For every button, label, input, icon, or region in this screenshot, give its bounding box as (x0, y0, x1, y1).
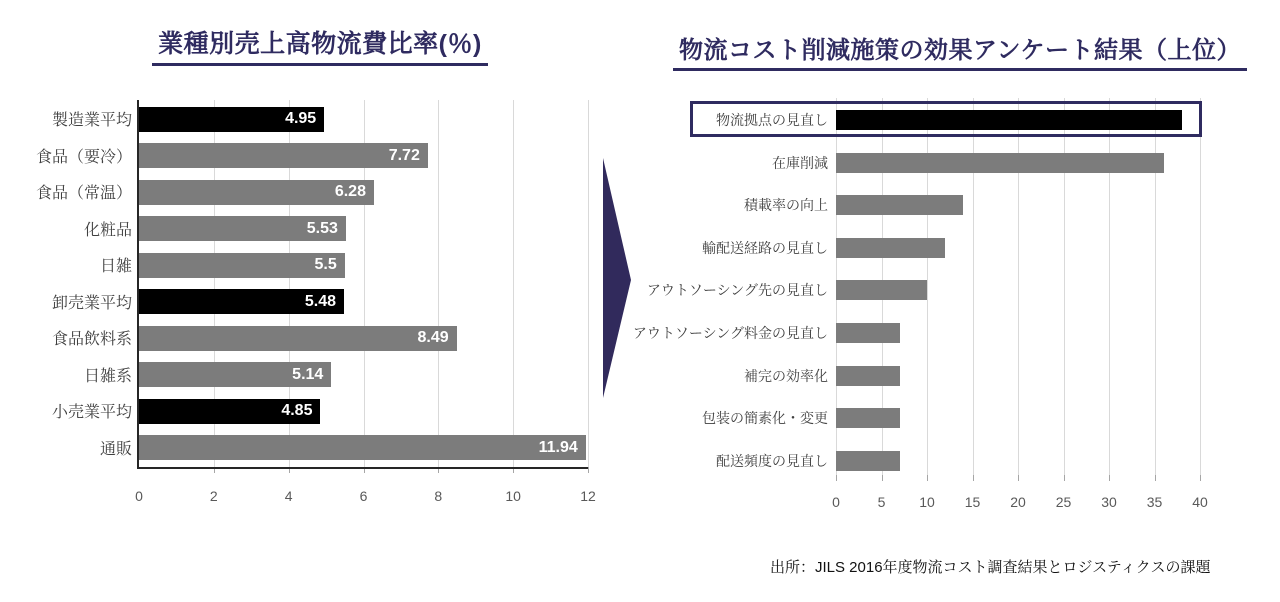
bar (836, 323, 900, 343)
right-chart-title-wrap (650, 30, 1270, 71)
category-label: アウトソーシング先の見直し (646, 282, 828, 299)
x-axis-tick-label: 10 (505, 488, 521, 504)
x-axis-tick-label: 40 (1192, 494, 1208, 510)
x-axis-tick-label: 15 (964, 494, 981, 510)
bar-value-label: 4.95 (285, 110, 317, 127)
gridline (513, 100, 514, 467)
category-label: 輸配送経路の見直し (702, 239, 828, 256)
category-label: 日雑系 (83, 367, 132, 385)
x-axis-tick-label: 25 (1055, 494, 1072, 510)
x-axis-tick-label: 4 (284, 488, 293, 504)
x-axis-tick-label: 0 (135, 488, 143, 504)
category-label: 包装の簡素化・変更 (702, 410, 828, 427)
bar (836, 451, 900, 471)
axis-tick-mark (836, 475, 837, 481)
source-note: 出所：JILS 2016年度物流コスト調査結果とロジスティクスの課題 (770, 559, 1211, 576)
category-label: 配送頻度の見直し (716, 452, 828, 469)
axis-tick-mark (1018, 475, 1019, 481)
axis-tick-mark (1064, 475, 1065, 481)
x-axis-tick-label: 10 (919, 494, 935, 510)
category-label: 補完の効率化 (744, 367, 828, 384)
category-label: 小売業平均 (51, 404, 132, 422)
bar-value-label: 5.14 (292, 365, 324, 383)
category-label: 製造業平均 (51, 112, 132, 130)
category-label: アウトソーシング料金の見直し (632, 324, 828, 341)
left-chart-title: 業種別売上高物流費比率(％) (152, 24, 488, 66)
bar (836, 280, 927, 300)
left-chart-title-wrap (50, 24, 590, 66)
bar-value-label: 11.94 (538, 438, 578, 456)
x-axis-tick-label: 2 (209, 488, 218, 504)
axis-tick-mark (1200, 475, 1201, 481)
x-axis-tick-label: 0 (832, 494, 840, 510)
x-axis-tick-label: 5 (877, 494, 886, 510)
axis-tick-mark (1109, 475, 1110, 481)
bar (836, 238, 945, 258)
axis-tick-mark (1155, 475, 1156, 481)
x-axis-tick-label: 30 (1101, 494, 1117, 510)
category-label: 化粧品 (83, 221, 132, 239)
highlight-box (690, 101, 1202, 137)
category-label: 積載率の向上 (744, 197, 828, 214)
bar (836, 408, 900, 428)
right-chart-title: 物流コスト削減施策の効果アンケート結果（上位） (673, 30, 1247, 71)
category-label: 食品飲料系 (51, 331, 132, 349)
bar (836, 195, 963, 215)
gridline (1200, 98, 1201, 475)
bar-value-label: 4.85 (281, 402, 313, 419)
axis-tick-mark (973, 475, 974, 481)
x-axis-tick-label: 35 (1146, 494, 1163, 510)
bar-value-label: 5.48 (304, 292, 337, 310)
category-label: 通販 (99, 440, 132, 458)
x-axis-line (137, 467, 588, 469)
x-axis-tick-label: 8 (434, 488, 443, 504)
right-arrow-icon (598, 152, 636, 404)
x-axis-tick-label: 20 (1010, 494, 1026, 510)
category-label: 日雑 (99, 258, 132, 276)
bar-value-label: 8.49 (417, 329, 449, 346)
category-label: 在庫削減 (772, 154, 828, 171)
category-label: 卸売業平均 (51, 294, 132, 312)
x-axis-tick-label: 12 (580, 488, 596, 504)
bar (836, 153, 1164, 173)
bar-value-label: 6.28 (334, 183, 366, 200)
category-label: 食品（常温） (35, 185, 132, 203)
bar-value-label: 5.5 (314, 256, 337, 273)
axis-tick-mark (882, 475, 883, 481)
gridline (438, 100, 439, 467)
bar-value-label: 7.72 (388, 146, 420, 164)
bar (836, 366, 900, 386)
bar-value-label: 5.53 (306, 219, 338, 237)
x-axis-tick-label: 6 (359, 488, 368, 504)
category-label: 食品（要冷） (35, 148, 132, 166)
category-label: 物流拠点の見直し (716, 111, 828, 128)
axis-tick-mark (927, 475, 928, 481)
